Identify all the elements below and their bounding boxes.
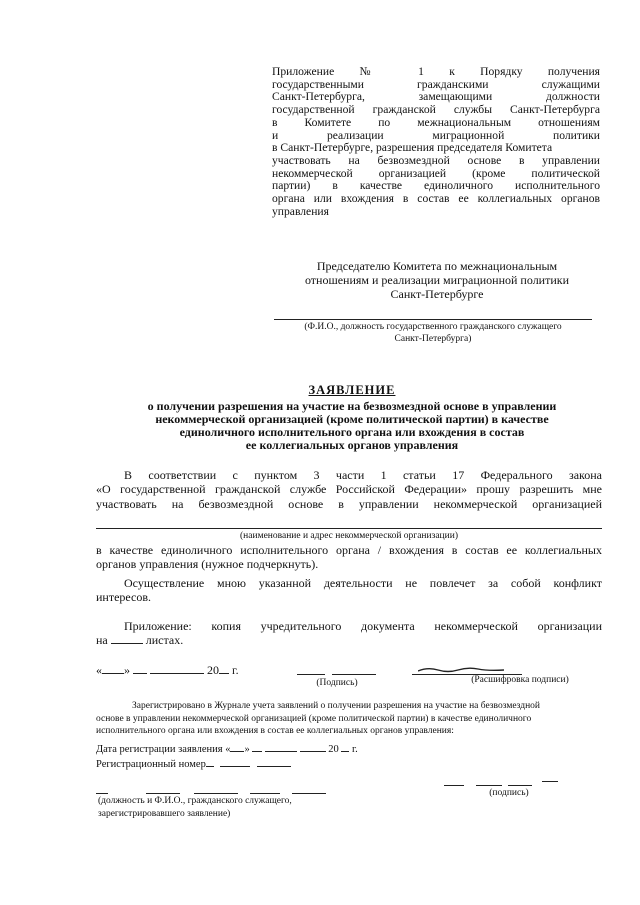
registration-text <box>96 700 602 738</box>
body-line: В соответствии с пунктом 3 части 1 статьи 17 Федерального закона <box>124 468 602 482</box>
signature-line-part <box>297 674 325 675</box>
appendix-line: участвовать на безвозмездной основе в управлении <box>272 153 600 167</box>
appendix-line: государственной гражданской службы Санкт-Петербурга <box>272 103 600 117</box>
day-field[interactable] <box>102 663 124 674</box>
statement-subtitle-line: ее коллегиальных органов управления <box>245 438 459 452</box>
registration-month-field-b <box>300 741 326 752</box>
dash-field <box>133 663 147 674</box>
official-line-part <box>146 793 180 794</box>
statement-title: ЗАЯВЛЕНИЕ <box>308 383 396 397</box>
appendix-line: партии) в качестве единоличного исполнительного <box>272 179 600 193</box>
registration-line: основе в управлении некоммерческой организацией (кроме политической партии) в качестве единоличного <box>96 713 532 724</box>
appendix-line: управления <box>272 204 329 218</box>
body-paragraph-1 <box>96 468 602 511</box>
official-line-part <box>194 793 238 794</box>
attachment-paragraph <box>96 619 602 648</box>
scribble-mark-icon <box>418 667 504 673</box>
applicant-name-line <box>274 319 592 320</box>
registration-dash <box>252 741 262 752</box>
year-prefix: 20 <box>207 663 219 677</box>
body-line: Осуществление мною указанной деятельности не повлечет за собой конфликт <box>124 576 602 590</box>
sheet-count-field[interactable] <box>111 633 143 644</box>
registration-line: исполнительного органа или вхождения в состав ее коллегиальных органов управления: <box>96 726 454 736</box>
appendix-line: Санкт-Петербурга, замещающими должности <box>272 90 600 104</box>
addressee-line: Санкт-Петербурге <box>390 287 484 301</box>
official-signature-line-part <box>476 785 502 786</box>
addressee-line: отношениям и реализации миграционной политики <box>304 273 570 287</box>
appendix-line: и реализации миграционной политики <box>272 128 600 142</box>
body-line: органов управления (нужное подчеркнуть). <box>96 557 319 572</box>
official-line-part <box>96 793 108 794</box>
appendix-header <box>272 66 600 218</box>
official-signature-line-part <box>444 785 464 786</box>
applicant-caption <box>274 321 592 345</box>
year-suffix: г. <box>232 663 239 677</box>
registration-year-field[interactable] <box>341 741 349 752</box>
body-paragraph-2 <box>96 576 602 605</box>
applicant-caption-line: (Ф.И.О., должность государственного гражданского служащего <box>304 322 562 332</box>
signature-decode-caption: (Расшифровка подписи) <box>471 675 569 685</box>
year-field[interactable] <box>219 663 229 674</box>
addressee-line: Председателю Комитета по межнациональным <box>316 259 558 273</box>
registration-line: Зарегистрировано в Журнале учета заявлений о получении разрешения на участие на безвозмездной <box>132 701 541 711</box>
registration-day-field[interactable] <box>230 741 244 752</box>
registration-number-field-b <box>220 756 250 767</box>
registration-number-label: Регистрационный номер <box>96 759 206 770</box>
statement-subtitle-line: о получении разрешения на участие на безвозмездной основе в управлении <box>147 399 557 413</box>
organization-input-line[interactable] <box>96 528 602 529</box>
registration-date-close: » <box>244 744 250 755</box>
official-signature-line[interactable] <box>508 785 532 786</box>
attachment-count-line <box>96 633 602 647</box>
body-line: участвовать на безвозмездной основе в управлении некоммерческой организацией <box>96 496 602 511</box>
body-line: интересов. <box>96 590 152 605</box>
official-signature-caption: (подпись) <box>489 788 529 798</box>
registration-date-label: Дата регистрации заявления « <box>96 744 231 755</box>
official-caption <box>98 795 358 820</box>
registration-date-row <box>96 741 602 757</box>
registration-year-suffix: г. <box>351 744 358 755</box>
body-line: «О государственной гражданской службе Российской Федерации» прошу разрешить мне <box>96 482 602 497</box>
appendix-line: Приложение № 1 к Порядку получения <box>272 65 600 78</box>
registration-number-field-c <box>257 756 291 767</box>
official-caption-line: зарегистрировавшего заявление) <box>98 808 231 819</box>
appendix-line: некоммерческой организацией (кроме политической <box>272 166 600 180</box>
official-line[interactable] <box>292 793 326 794</box>
official-line-part <box>250 793 280 794</box>
registration-year-prefix: 20 <box>328 744 339 755</box>
attachment-line: Приложение: копия учредительного документа некоммерческой организации <box>124 619 602 633</box>
attachment-na-label: на <box>96 633 108 648</box>
registration-number-row <box>96 756 291 772</box>
date-open-quote: « <box>96 663 102 677</box>
body-line: в качестве единоличного исполнительного органа / вхождения в состав ее коллегиальных <box>96 543 602 557</box>
date-close-quote: » <box>124 663 130 677</box>
signature-caption: (Подпись) <box>316 678 358 688</box>
official-signature-line-part <box>542 781 558 782</box>
appendix-line: в Комитете по межнациональным отношениям <box>272 115 600 129</box>
registration-month-field[interactable] <box>265 741 297 752</box>
official-caption-line: (должность и Ф.И.О., гражданского служащего, <box>98 796 292 806</box>
month-field[interactable] <box>150 663 204 674</box>
applicant-caption-line: Санкт-Петербурга) <box>394 334 472 344</box>
application-date <box>96 663 266 677</box>
appendix-line: государственными гражданскими служащими <box>272 77 600 91</box>
organization-caption: (наименование и адрес некоммерческой организации) <box>240 531 458 541</box>
appendix-line: в Санкт-Петербурге, разрешения председателя Комитета <box>272 141 553 155</box>
statement-title-block <box>92 384 612 452</box>
addressee-block <box>282 259 592 301</box>
attachment-sheets-label: листах. <box>145 633 184 648</box>
appendix-line: органа или вхождения в состав ее коллегиальных органов <box>272 192 600 206</box>
registration-number-field[interactable] <box>206 756 214 767</box>
statement-subtitle-line: некоммерческой организацией (кроме политической партии) в качестве <box>155 412 549 426</box>
statement-subtitle-line: единоличного исполнительного органа или вхождения в состав <box>179 425 525 439</box>
signature-line[interactable] <box>332 674 376 675</box>
body-paragraph-1-continued <box>96 543 602 572</box>
